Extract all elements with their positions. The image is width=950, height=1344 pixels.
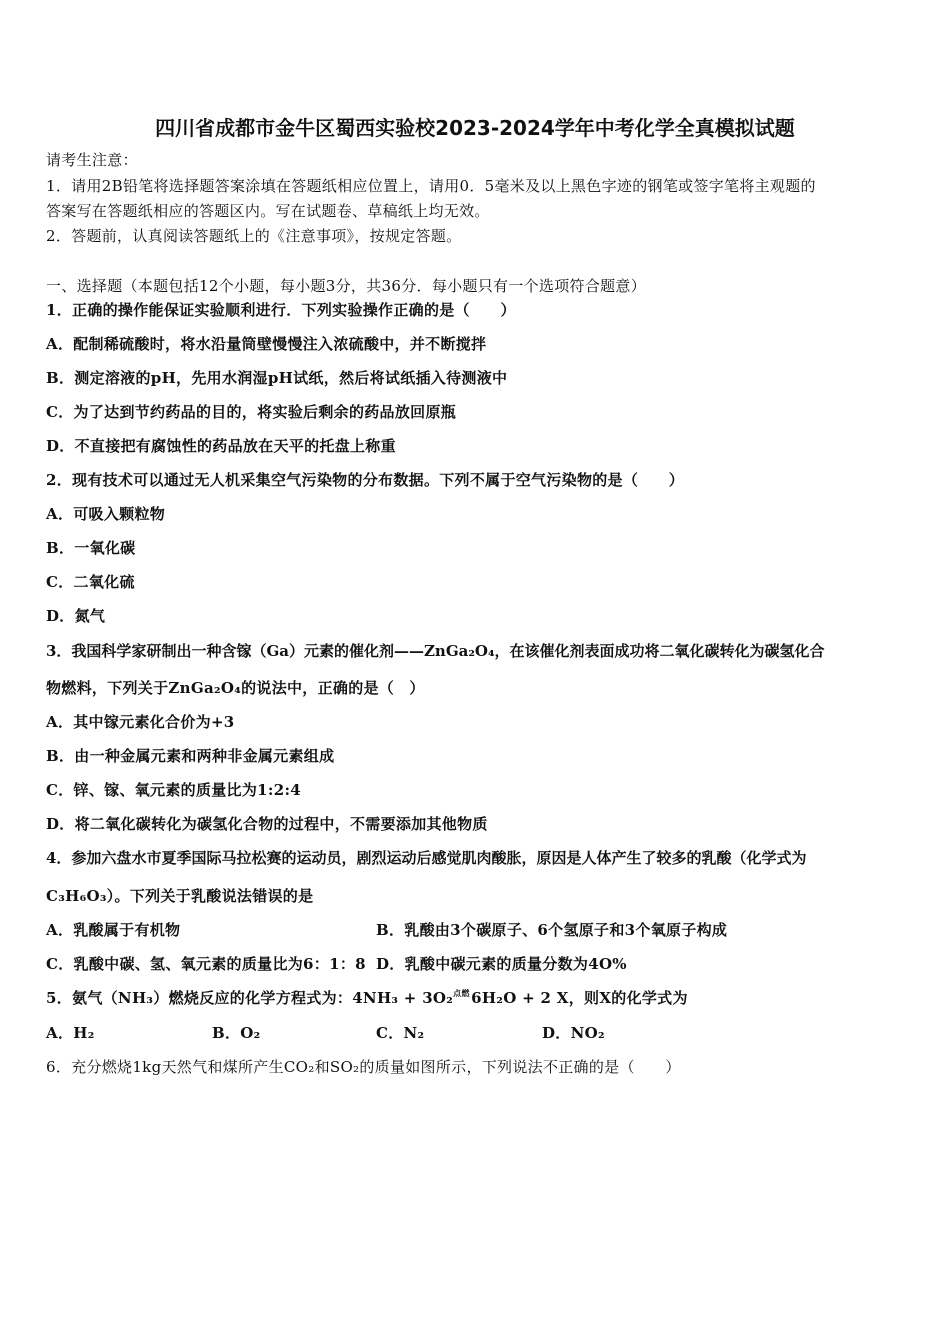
notice-item: 1．请用2B铅笔将选择题答案涂填在答题纸相应位置上，请用0．5毫米及以上黑色字迹的钢笔或签字笔将主观题的: [46, 177, 816, 195]
option: B．O₂: [212, 1024, 261, 1042]
equation-right: 6H₂O + 2 X，则X的化学式为: [471, 989, 688, 1007]
question-3-stem: 3．我国科学家研制出一种含镓（Ga）元素的催化剂——ZnGa₂O₄，在该催化剂表面成功将二氧化碳转化为碳氢化合: [46, 642, 825, 660]
question-6-stem: 6．充分燃烧1kg天然气和煤所产生CO₂和SO₂的质量如图所示，下列说法不正确的是（ ）: [46, 1058, 681, 1076]
question-2-stem: 2．现有技术可以通过无人机采集空气污染物的分布数据。下列不属于空气污染物的是（ ）: [46, 471, 685, 489]
option: C．锌、镓、氧元素的质量比为1:2:4: [46, 781, 302, 799]
equation-left: 5．氨气（NH₃）燃烧反应的化学方程式为：4NH₃ + 3O₂: [46, 989, 454, 1007]
question-1-stem: 1．正确的操作能保证实验顺利进行．下列实验操作正确的是（ ）: [46, 301, 516, 319]
option: D．NO₂: [542, 1024, 605, 1042]
option: A．可吸入颗粒物: [46, 505, 166, 523]
option: C．二氧化硫: [46, 573, 135, 591]
option: A．H₂: [46, 1024, 95, 1042]
option: B．乳酸由3个碳原子、6个氢原子和3个氧原子构成: [376, 921, 728, 939]
option: C．N₂: [376, 1024, 425, 1042]
option: B．测定溶液的pH，先用水润湿pH试纸，然后将试纸插入待测液中: [46, 369, 508, 387]
option: D．氮气: [46, 607, 106, 625]
document-title: 四川省成都市金牛区蜀西实验校2023-2024学年中考化学全真模拟试题: [155, 116, 795, 140]
question-4-stem-cont: C₃H₆O₃）。下列关于乳酸说法错误的是: [46, 887, 314, 905]
section-heading: 一、选择题（本题包括12个小题，每小题3分，共36分．每小题只有一个选项符合题意）: [46, 277, 647, 295]
condition-label: 点燃: [453, 988, 470, 998]
option: D．乳酸中碳元素的质量分数为4O%: [376, 955, 627, 973]
question-4-stem: 4．参加六盘水市夏季国际马拉松赛的运动员，剧烈运动后感觉肌肉酸胀，原因是人体产生了较多的乳酸（化学式为: [46, 849, 807, 867]
option: D．将二氧化碳转化为碳氢化合物的过程中，不需要添加其他物质: [46, 815, 488, 833]
question-3-stem-cont: 物燃料，下列关于ZnGa₂O₄的说法中，正确的是（ ）: [46, 679, 425, 697]
option: C．为了达到节约药品的目的，将实验后剩余的药品放回原瓶: [46, 403, 457, 421]
option: B．一氧化碳: [46, 539, 136, 557]
option: A．配制稀硫酸时，将水沿量筒壁慢慢注入浓硫酸中，并不断搅拌: [46, 335, 487, 353]
notice-item: 2．答题前，认真阅读答题纸上的《注意事项》，按规定答题。: [46, 227, 462, 245]
option: D．不直接把有腐蚀性的药品放在天平的托盘上称重: [46, 437, 396, 455]
notice-heading: 请考生注意：: [46, 151, 138, 169]
question-5-stem: [46, 988, 688, 1008]
option: A．其中镓元素化合价为+3: [46, 713, 235, 731]
option: A．乳酸属于有机物: [46, 921, 181, 939]
option: B．由一种金属元素和两种非金属元素组成: [46, 747, 335, 765]
notice-item: 答案写在答题纸相应的答题区内。写在试题卷、草稿纸上均无效。: [46, 202, 490, 220]
option: C．乳酸中碳、氢、氧元素的质量比为6：1：8: [46, 955, 366, 973]
